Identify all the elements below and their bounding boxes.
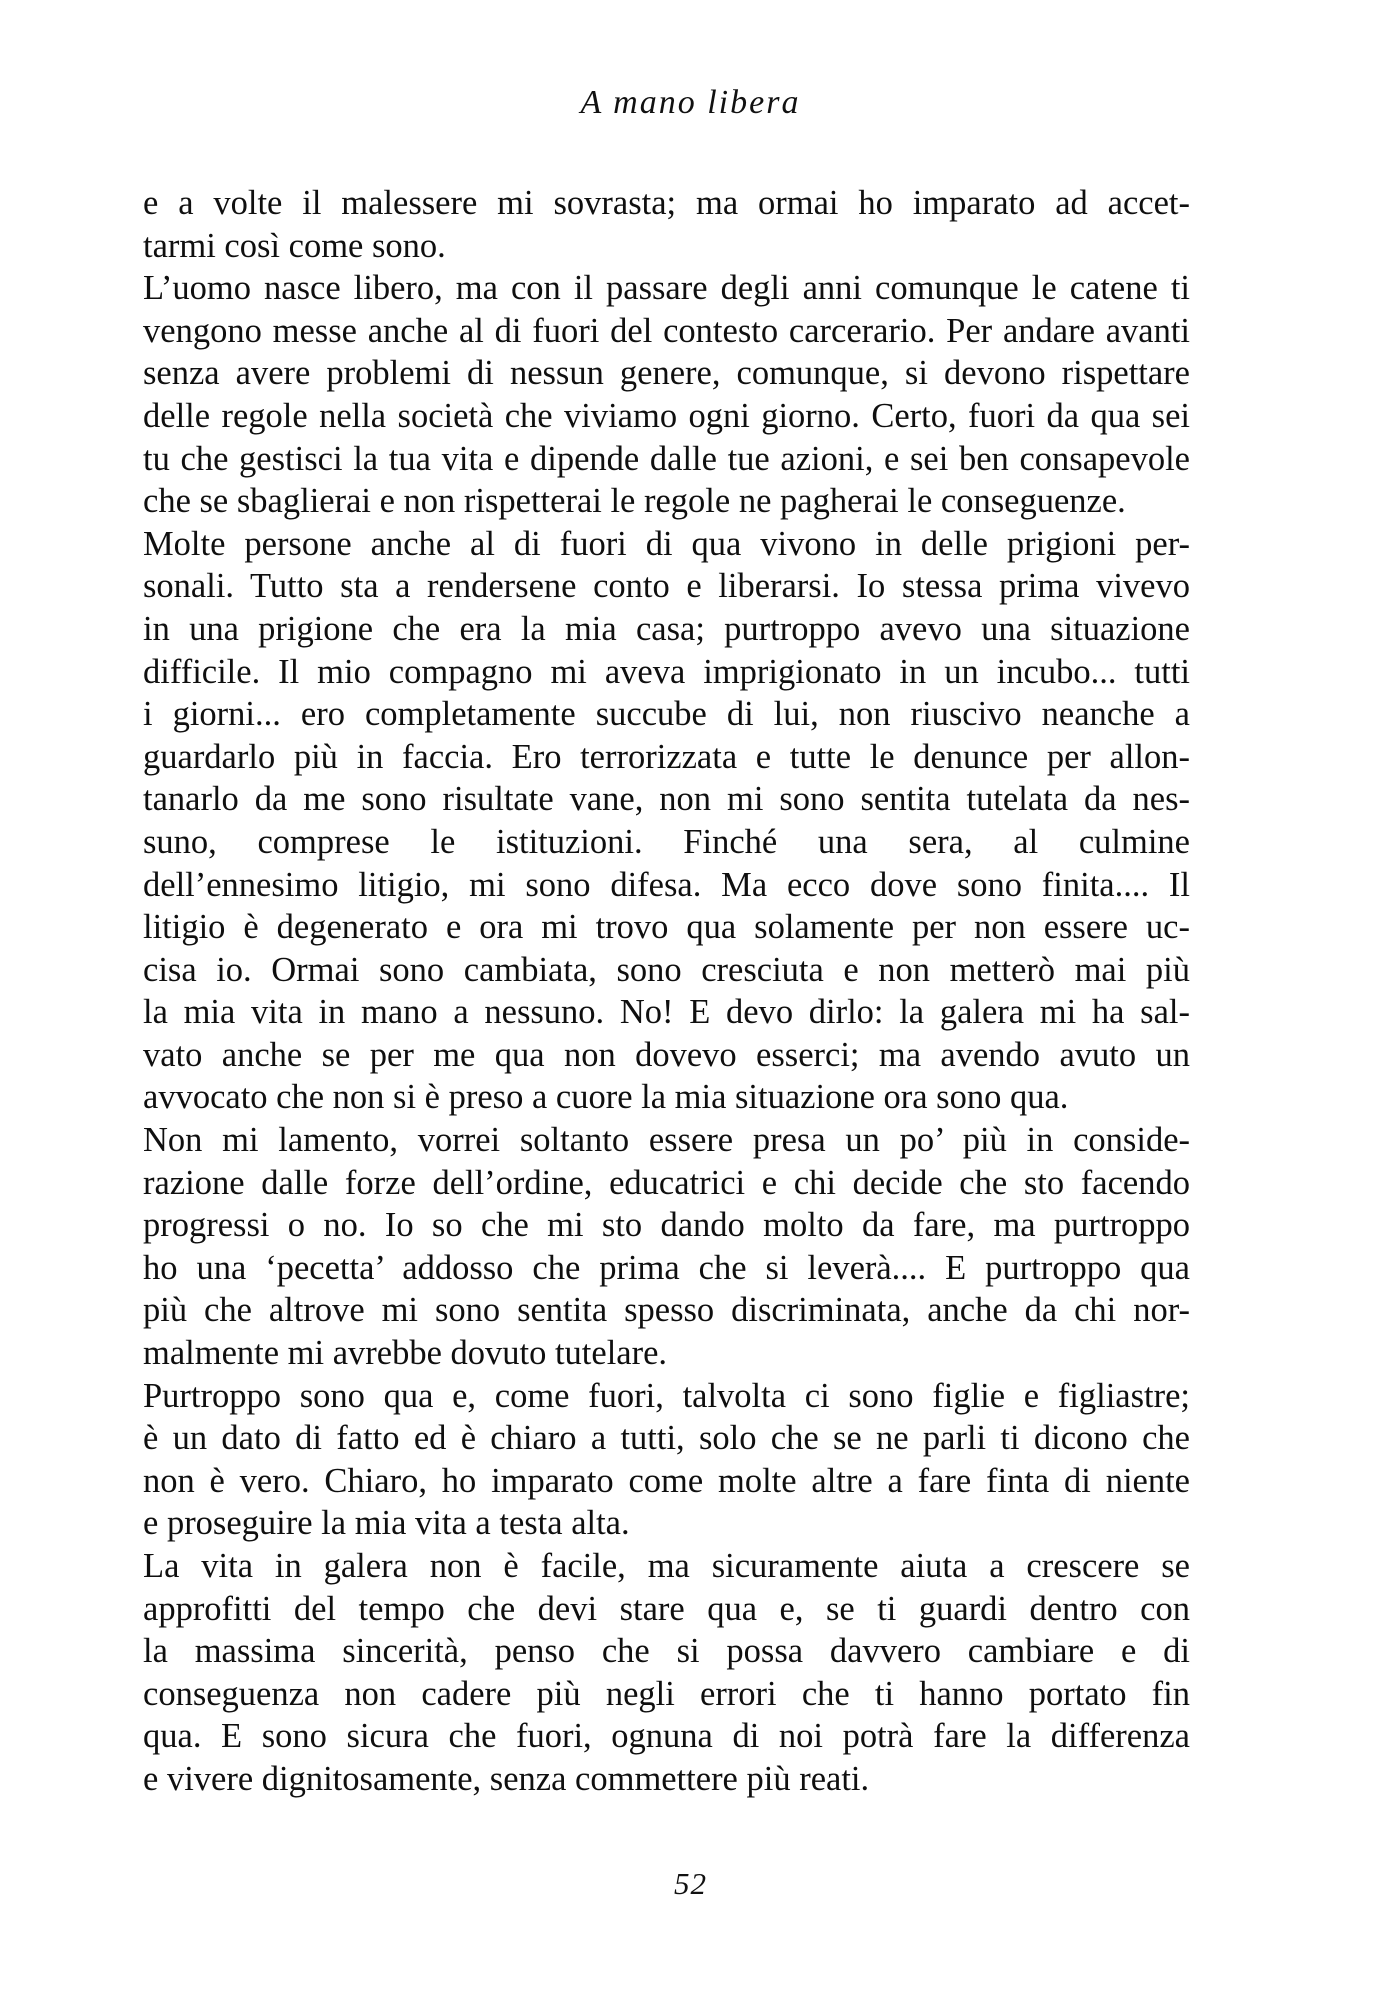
text-line: L’uomo nasce libero, ma con il passare degli anni comunque le catene ti bbox=[143, 269, 1190, 308]
text-line: ho una ‘pecetta’ addosso che prima che si leverà.... E purtroppo qua bbox=[143, 1248, 1190, 1287]
text-line: tu che gestisci la tua vita e dipende dalle tue azioni, e sei ben consapevole bbox=[143, 439, 1190, 478]
text-line: suno, comprese le istituzioni. Finché una sera, al culmine bbox=[143, 822, 1190, 861]
text-line: la massima sincerità, penso che si possa davvero cambiare e di bbox=[143, 1632, 1190, 1671]
text-line: malmente mi avrebbe dovuto tutelare. bbox=[143, 1334, 668, 1373]
text-line: qua. E sono sicura che fuori, ognuna di noi potrà fare la differenza bbox=[143, 1717, 1190, 1756]
text-line: tanarlo da me sono risultate vane, non mi sono sentita tutelata da nes- bbox=[143, 780, 1190, 819]
text-line: razione dalle forze dell’ordine, educatrici e chi decide che sto facendo bbox=[143, 1163, 1190, 1202]
text-line: senza avere problemi di nessun genere, comunque, si devono rispettare bbox=[143, 354, 1190, 393]
text-line: approfitti del tempo che devi stare qua e, se ti guardi dentro con bbox=[143, 1589, 1190, 1628]
text-line: i giorni... ero completamente succube di lui, non riuscivo neanche a bbox=[143, 695, 1190, 734]
text-line: che se sbaglierai e non rispetterai le regole ne pagherai le conseguenze. bbox=[143, 482, 1126, 521]
text-line: non è vero. Chiaro, ho imparato come molte altre a fare finta di niente bbox=[143, 1461, 1190, 1500]
text-line: e a volte il malessere mi sovrasta; ma ormai ho imparato ad accet- bbox=[143, 184, 1190, 222]
text-line: guardarlo più in faccia. Ero terrorizzata e tutte le denunce per allon- bbox=[143, 737, 1190, 776]
text-line: e proseguire la mia vita a testa alta. bbox=[143, 1504, 630, 1543]
text-line: delle regole nella società che viviamo ogni giorno. Certo, fuori da qua sei bbox=[143, 396, 1190, 435]
text-line: in una prigione che era la mia casa; purtroppo avevo una situazione bbox=[143, 609, 1190, 648]
text-line: Purtroppo sono qua e, come fuori, talvolta ci sono figlie e figliastre; bbox=[143, 1376, 1190, 1415]
text-line: Non mi lamento, vorrei soltanto essere presa un po’ più in conside- bbox=[143, 1121, 1190, 1160]
text-line: tarmi così come sono. bbox=[143, 226, 446, 265]
text-line: avvocato che non si è preso a cuore la mia situazione ora sono qua. bbox=[143, 1078, 1069, 1117]
body-text bbox=[143, 182, 1190, 1801]
text-line: La vita in galera non è facile, ma sicuramente aiuta a crescere se bbox=[143, 1547, 1190, 1585]
text-line: sonali. Tutto sta a rendersene conto e liberarsi. Io stessa prima vivevo bbox=[143, 567, 1190, 606]
text-line: più che altrove mi sono sentita spesso discriminata, anche da chi nor- bbox=[143, 1291, 1190, 1330]
text-line: progressi o no. Io so che mi sto dando molto da fare, ma purtroppo bbox=[143, 1206, 1190, 1245]
text-line: cisa io. Ormai sono cambiata, sono cresciuta e non metterò mai più bbox=[143, 950, 1190, 989]
text-line: e vivere dignitosamente, senza commettere più reati. bbox=[143, 1759, 870, 1798]
text-line: vengono messe anche al di fuori del contesto carcerario. Per andare avanti bbox=[143, 311, 1190, 350]
text-line: Molte persone anche al di fuori di qua vivono in delle prigioni per- bbox=[143, 524, 1190, 563]
text-line: difficile. Il mio compagno mi aveva imprigionato in un incubo... tutti bbox=[143, 652, 1190, 691]
text-line: litigio è degenerato e ora mi trovo qua solamente per non essere uc- bbox=[143, 908, 1190, 947]
text-line: la mia vita in mano a nessuno. No! E devo dirlo: la galera mi ha sal- bbox=[143, 993, 1190, 1032]
running-header: A mano libera bbox=[580, 84, 801, 121]
text-line: dell’ennesimo litigio, mi sono difesa. Ma ecco dove sono finita.... Il bbox=[143, 865, 1190, 904]
text-line: è un dato di fatto ed è chiaro a tutti, solo che se ne parli ti dicono che bbox=[143, 1419, 1190, 1458]
text-line: conseguenza non cadere più negli errori che ti hanno portato fin bbox=[143, 1674, 1190, 1713]
text-line: vato anche se per me qua non dovevo esserci; ma avendo avuto un bbox=[143, 1035, 1190, 1074]
page-number: 52 bbox=[674, 1866, 707, 1901]
